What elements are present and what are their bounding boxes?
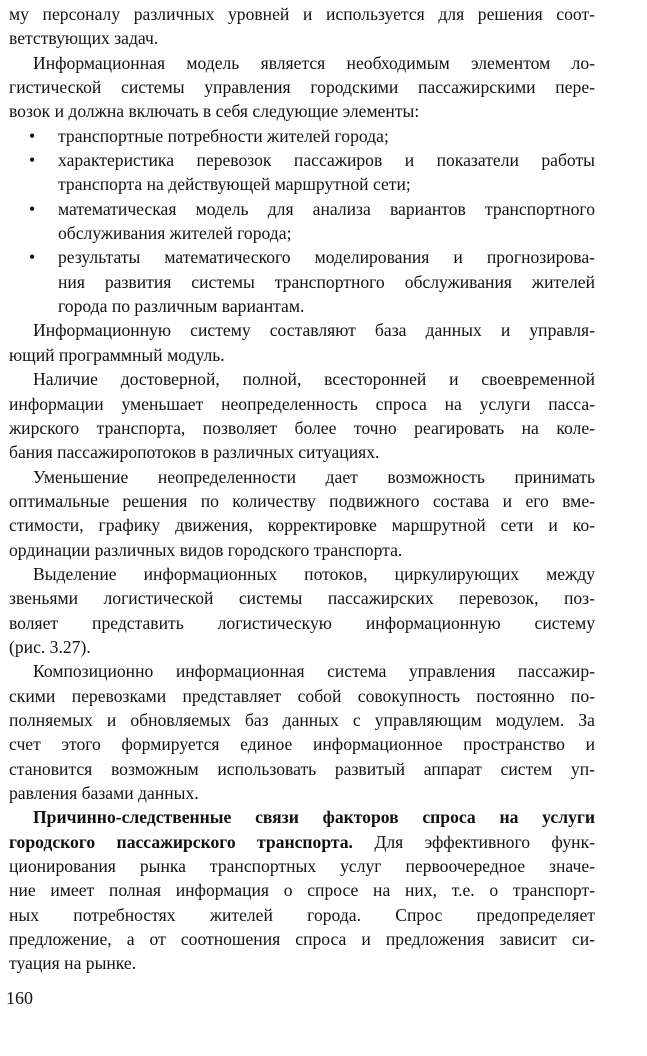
list-item-text: характеристика перевозок пассажиров и показатели работы — [58, 150, 595, 171]
text-line: ние имеет полная информация о спросе на них, т.е. о транспорт- — [9, 880, 595, 901]
list-item-text: результаты математического моделирования и прогнозирова- — [58, 247, 595, 268]
page-number: 160 — [6, 988, 33, 1008]
list-item-text: математическая модель для анализа вариантов транспортного — [58, 198, 595, 219]
bullet-icon: • — [29, 125, 36, 146]
bullet-icon: • — [29, 150, 36, 171]
list-item — [9, 245, 595, 269]
text-line: становится возможным использовать развитый аппарат систем уп- — [9, 758, 595, 779]
page-text — [9, 2, 595, 976]
text-line: скими перевозками представляет собой совокупность постоянно по- — [9, 685, 595, 706]
text-line: Композиционно информационная система управления пассажир- — [33, 661, 595, 682]
text-line: Информационную систему составляют база данных и управля- — [33, 320, 595, 341]
text-line: возок и должна включать в себя следующие элементы: — [9, 101, 420, 122]
list-item — [9, 197, 595, 221]
text-line: Наличие достоверной, полной, всесторонней и своевременной — [33, 369, 595, 390]
text-line: жирского транспорта, позволяет более точно реагировать на коле- — [9, 417, 595, 438]
text-line: Информационная модель является необходимым элементом ло- — [33, 52, 595, 73]
text-line: воляет представить логистическую информационную систему — [9, 612, 595, 633]
text-line: равления базами данных. — [9, 783, 199, 803]
text-line: ющий программный модуль. — [9, 344, 225, 365]
text-line: полняемых и обновляемых баз данных с управляющим модулем. За — [9, 709, 595, 730]
text-line: информации уменьшает неопределенность спроса на услуги пасса- — [9, 393, 595, 414]
list-item-continuation: обслуживания жителей города; — [58, 223, 292, 244]
list-item-continuation: транспорта на действующей маршрутной сети; — [58, 174, 411, 195]
list-item — [9, 148, 595, 172]
text-line: туация на рынке. — [9, 953, 137, 974]
text-line: ординации различных видов городского транспорта. — [9, 539, 403, 560]
text-line: Выделение информационных потоков, циркулирующих между — [33, 563, 595, 584]
text-line: звеньями логистической системы пассажирских перевозок, поз- — [9, 588, 595, 609]
list-item-text: транспортные потребности жителей города; — [58, 125, 389, 146]
list-item-continuation: города по различным вариантам. — [58, 296, 305, 317]
text-line: оптимальные решения по количеству подвижного состава и его вме- — [9, 490, 595, 511]
bullet-icon: • — [29, 247, 36, 268]
text-line: бания пассажиропотоков в различных ситуациях. — [9, 442, 380, 463]
text-run: Для эффективного функ- — [352, 831, 595, 852]
text-line: ционирования рынка транспортных услуг первоочередное значе- — [9, 856, 595, 877]
bullet-icon: • — [29, 198, 36, 219]
text-line: ных потребностях жителей города. Спрос предопределяет — [9, 904, 595, 925]
text-line: (рис. 3.27). — [9, 636, 91, 657]
list-item — [9, 124, 595, 148]
bold-heading-text: городского пассажирского транспорта. — [9, 831, 353, 852]
text-line: счет этого формируется единое информационное пространство и — [9, 734, 595, 755]
text-line — [9, 830, 595, 854]
text-line: предложение, а от соотношения спроса и предложения зависит си- — [9, 929, 595, 950]
text-line: Уменьшение неопределенности дает возможность принимать — [33, 466, 595, 487]
text-line: стимости, графику движения, корректировке маршрутной сети и ко- — [9, 515, 595, 536]
text-line: гистической системы управления городскими пассажирскими пере- — [9, 77, 595, 98]
text-line: му персоналу различных уровней и используется для решения соот- — [9, 4, 595, 24]
bold-heading-line: Причинно-следственные связи факторов спроса на услуги — [33, 807, 595, 828]
text-line: ветствующих задач. — [9, 28, 159, 49]
list-item-continuation: ния развития системы транспортного обслуживания жителей — [58, 271, 595, 292]
